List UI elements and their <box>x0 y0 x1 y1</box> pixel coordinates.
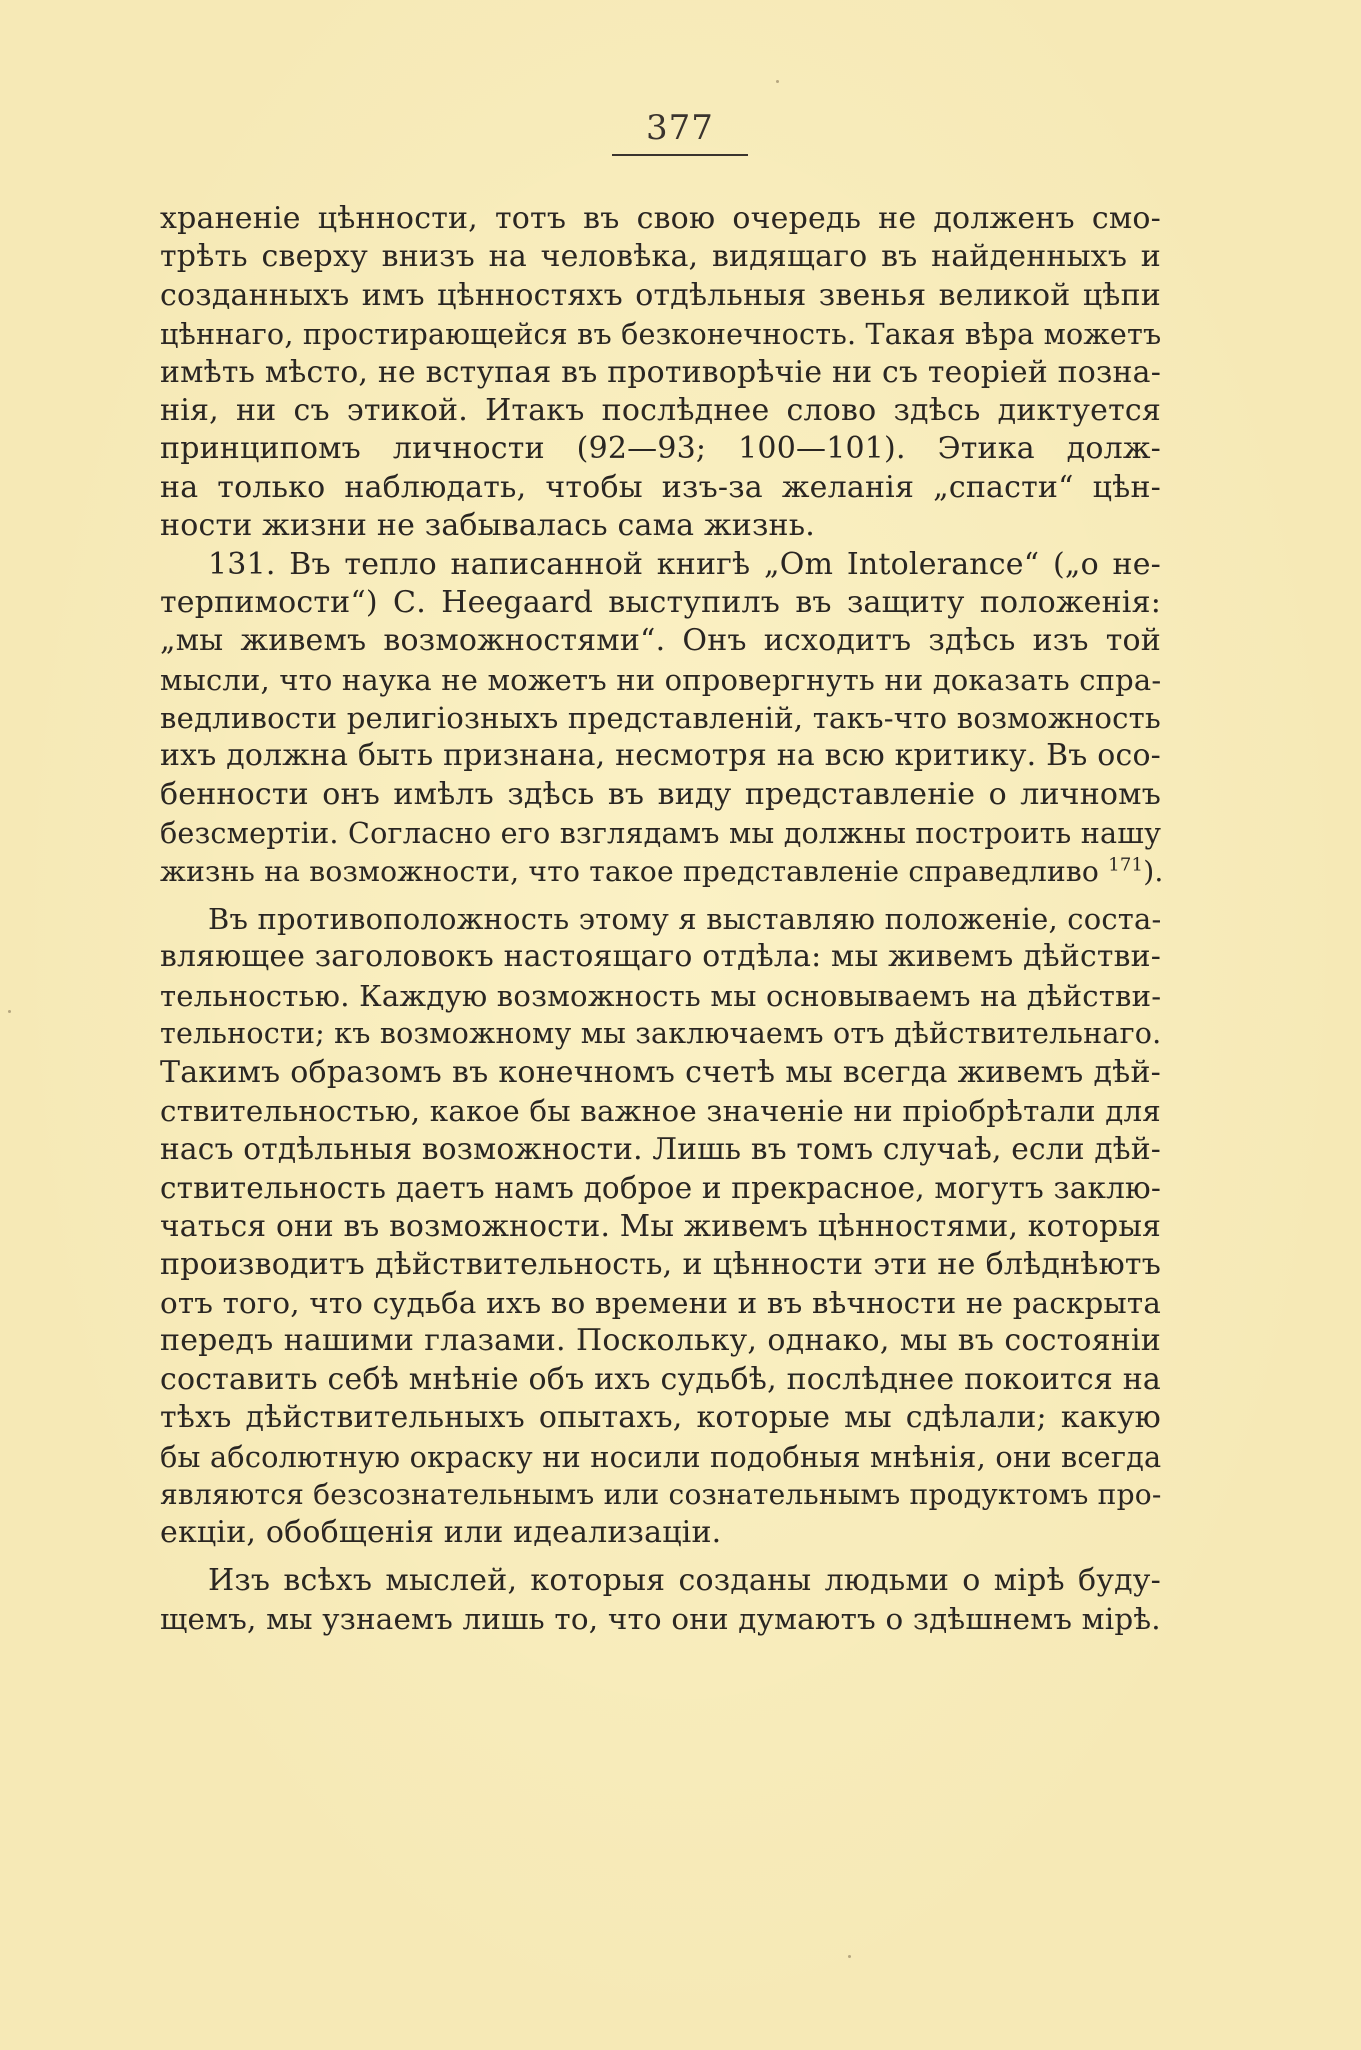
text-line: тѣхъ дѣйствительныхъ опытахъ, которые мы сдѣлали; какую <box>160 1400 1161 1436</box>
paragraph-gap <box>160 891 1161 900</box>
text-line: безсмертіи. Согласно его взглядамъ мы должны построить нашу <box>160 816 1162 851</box>
text-line: терпимости“) С. Heegaard выступилъ въ защиту положенія: <box>160 584 1161 620</box>
text-line: щемъ, мы узнаемъ лишь то, что они думаютъ о здѣшнемъ мірѣ. <box>160 1602 1161 1637</box>
text-line: насъ отдѣльныя возможности. Лишь въ томъ случаѣ, если дѣй- <box>160 1132 1161 1167</box>
text-line: бы абсолютную окраску ни носили подобныя мнѣнія, они всегда <box>160 1439 1162 1474</box>
text-line: ствительность даетъ намъ доброе и прекрасное, могутъ заклю- <box>160 1170 1161 1205</box>
text-line: тельности; къ возможному мы заключаемъ отъ дѣйствительнаго. <box>160 1017 1162 1051</box>
paper-speck <box>848 1955 851 1958</box>
text-line: производитъ дѣйствительность, и цѣнности эти не блѣднѣютъ <box>160 1246 1161 1282</box>
text-line: ствительностью, какое бы важное значеніе ни пріобрѣтали для <box>160 1093 1161 1128</box>
page-number: 377 <box>646 108 714 148</box>
paragraph-3 <box>160 900 1161 1553</box>
text-line: ности жизни не забывалась сама жизнь. <box>160 508 815 544</box>
text-line: на только наблюдать, чтобы изъ-за желанія „спасти“ цѣн- <box>160 469 1161 505</box>
page-header <box>610 108 750 148</box>
paper-speck <box>776 80 779 83</box>
text-line: вляющее заголовокъ настоящаго отдѣла: мы живемъ дѣйстви- <box>160 939 1162 975</box>
text-line: тельностью. Каждую возможность мы основываемъ на дѣйстви- <box>160 978 1162 1013</box>
text-line: ведливости религіозныхъ представленій, такъ-что возможность <box>160 701 1161 736</box>
text-line: „мы живемъ возможностями“. Онъ исходитъ здѣсь изъ той <box>160 623 1161 659</box>
text-line: цѣннаго, простирающейся въ безконечность. Такая вѣра можетъ <box>160 317 1162 352</box>
text-line: передъ нашими глазами. Поскольку, однако, мы въ состояніи <box>160 1323 1161 1359</box>
text-line: екціи, обобщенія или идеализаціи. <box>160 1515 722 1551</box>
body-text <box>160 200 1164 1638</box>
text-line: Въ противоположность этому я выставляю положеніе, соста- <box>208 902 1162 937</box>
text-line: чаться они въ возможности. Мы живемъ цѣнностями, которыя <box>160 1208 1161 1244</box>
footnote-ref[interactable]: 171 <box>1108 854 1144 876</box>
text-line: ихъ должна быть признана, несмотря на всю критику. Въ осо- <box>160 738 1161 774</box>
paragraph-2 <box>160 546 1164 892</box>
text-fragment: ). <box>1143 854 1164 888</box>
text-line: составить себѣ мнѣніе объ ихъ судьбѣ, послѣднее покоится на <box>160 1361 1161 1397</box>
text-line: 131. Въ тепло написанной книгѣ „Om Intolerance“ („о не- <box>208 546 1161 582</box>
text-line: являются безсознательнымъ или сознательнымъ продуктомъ про- <box>160 1477 1162 1511</box>
paragraph-gap <box>160 1553 1161 1562</box>
paragraph-1 <box>160 200 1161 546</box>
text-line: трѣть сверху внизъ на человѣка, видящаго въ найденныхъ и <box>160 239 1161 275</box>
text-line: имѣть мѣсто, не вступая въ противорѣчіе ни съ теоріей позна- <box>160 354 1161 390</box>
text-line: храненіе цѣнности, тотъ въ свою очередь не долженъ смо- <box>160 201 1161 236</box>
text-line: мысли, что наука не можетъ ни опровергнуть ни доказать спра- <box>160 662 1162 697</box>
text-line-with-footnote <box>160 853 1164 891</box>
text-line: бенности онъ имѣлъ здѣсь въ виду представленіе о личномъ <box>160 776 1161 812</box>
text-line: нія, ни съ этикой. Итакъ послѣднее слово здѣсь диктуется <box>160 392 1161 428</box>
header-rule <box>612 154 748 156</box>
text-line: принципомъ личности (92—93; 100—101). Этика долж- <box>160 431 1161 467</box>
paper-speck <box>8 1010 11 1013</box>
text-line: Такимъ образомъ въ конечномъ счетѣ мы всегда живемъ дѣй- <box>160 1054 1161 1090</box>
text-fragment: жизнь на возможности, что такое представленіе справедливо <box>160 854 1100 888</box>
paragraph-4 <box>160 1562 1161 1639</box>
text-line: Изъ всѣхъ мыслей, которыя созданы людьми о мірѣ буду- <box>208 1562 1161 1598</box>
text-line: созданныхъ имъ цѣнностяхъ отдѣльныя звенья великой цѣпи <box>160 277 1161 313</box>
text-line: отъ того, что судьба ихъ во времени и въ вѣчности не раскрыта <box>160 1285 1161 1320</box>
